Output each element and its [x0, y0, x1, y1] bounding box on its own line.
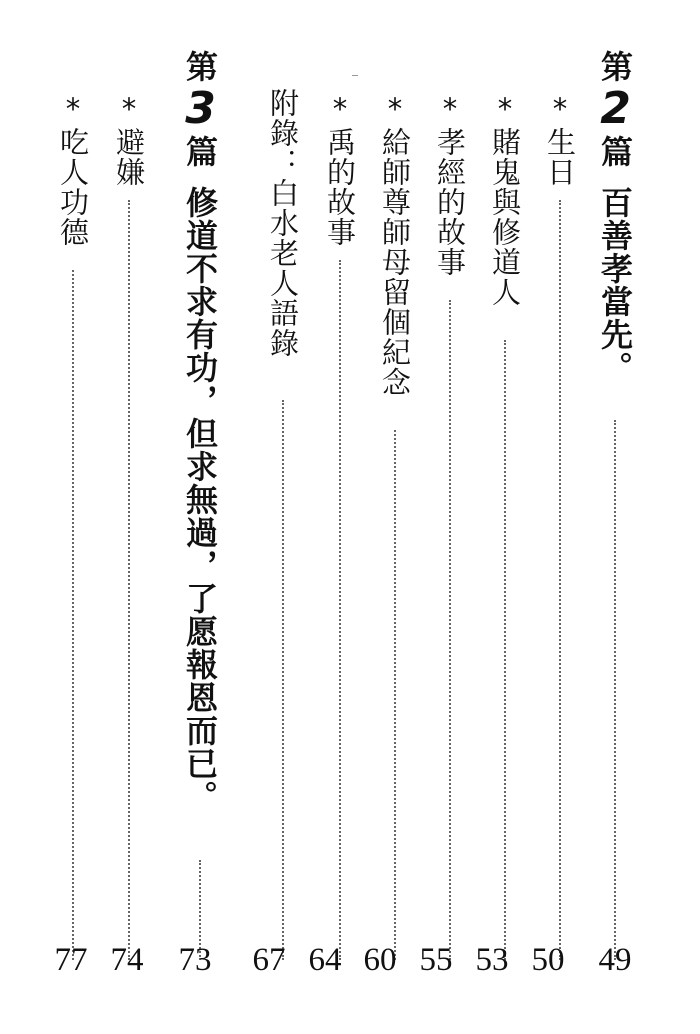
chapter2-title-text: 百善孝當先。: [596, 186, 634, 384]
entry-page-number: 74: [110, 942, 144, 978]
chapter3-title-text: 修道不求有功，但求無過，了愿報恩而已。: [181, 186, 219, 813]
entry-leader-dots: [559, 200, 563, 960]
entry-leader-dots: [72, 270, 76, 960]
entry-page-number: 55: [419, 942, 453, 978]
entry-leader-dots: [339, 260, 343, 960]
chapter2-leader-dots: [614, 420, 618, 960]
entry-page-number: 64: [308, 942, 342, 978]
entry-title: *孝經的故事: [433, 92, 467, 277]
chapter2-suffix: 篇: [596, 135, 634, 168]
scan-speck: [352, 75, 358, 76]
entry-title: *禹的故事: [323, 92, 357, 247]
entry-leader-dots: [282, 400, 286, 960]
chapter2-prefix: 第: [596, 50, 634, 83]
entry-page-number: 60: [363, 942, 397, 978]
entry-page-number: 77: [54, 942, 88, 978]
chapter3-suffix: 篇: [181, 135, 219, 168]
entry-page-number: 50: [531, 942, 565, 978]
entry-page-number: 53: [475, 942, 509, 978]
entry-title: *吃人功德: [56, 92, 90, 247]
entry-leader-dots: [394, 430, 398, 960]
entry-title: *給師尊師母留個紀念: [378, 92, 412, 397]
entry-leader-dots: [449, 300, 453, 960]
chapter3-page-number: 73: [178, 942, 212, 978]
chapter2-title: [590, 50, 640, 384]
chapter3-title: [175, 50, 225, 813]
chapter3-prefix: 第: [181, 50, 219, 83]
entry-title: 附錄：白水老人語錄: [266, 88, 300, 358]
entry-page-number: 67: [252, 942, 286, 978]
entry-leader-dots: [504, 340, 508, 960]
chapter2-number: 2: [590, 83, 641, 135]
entry-title: *賭鬼與修道人: [488, 92, 522, 307]
entry-title: *避嫌: [112, 92, 146, 187]
entry-leader-dots: [128, 200, 132, 960]
chapter3-number: 3: [175, 83, 226, 135]
chapter2-page-number: 49: [598, 942, 632, 978]
entry-title: *生日: [543, 92, 577, 187]
